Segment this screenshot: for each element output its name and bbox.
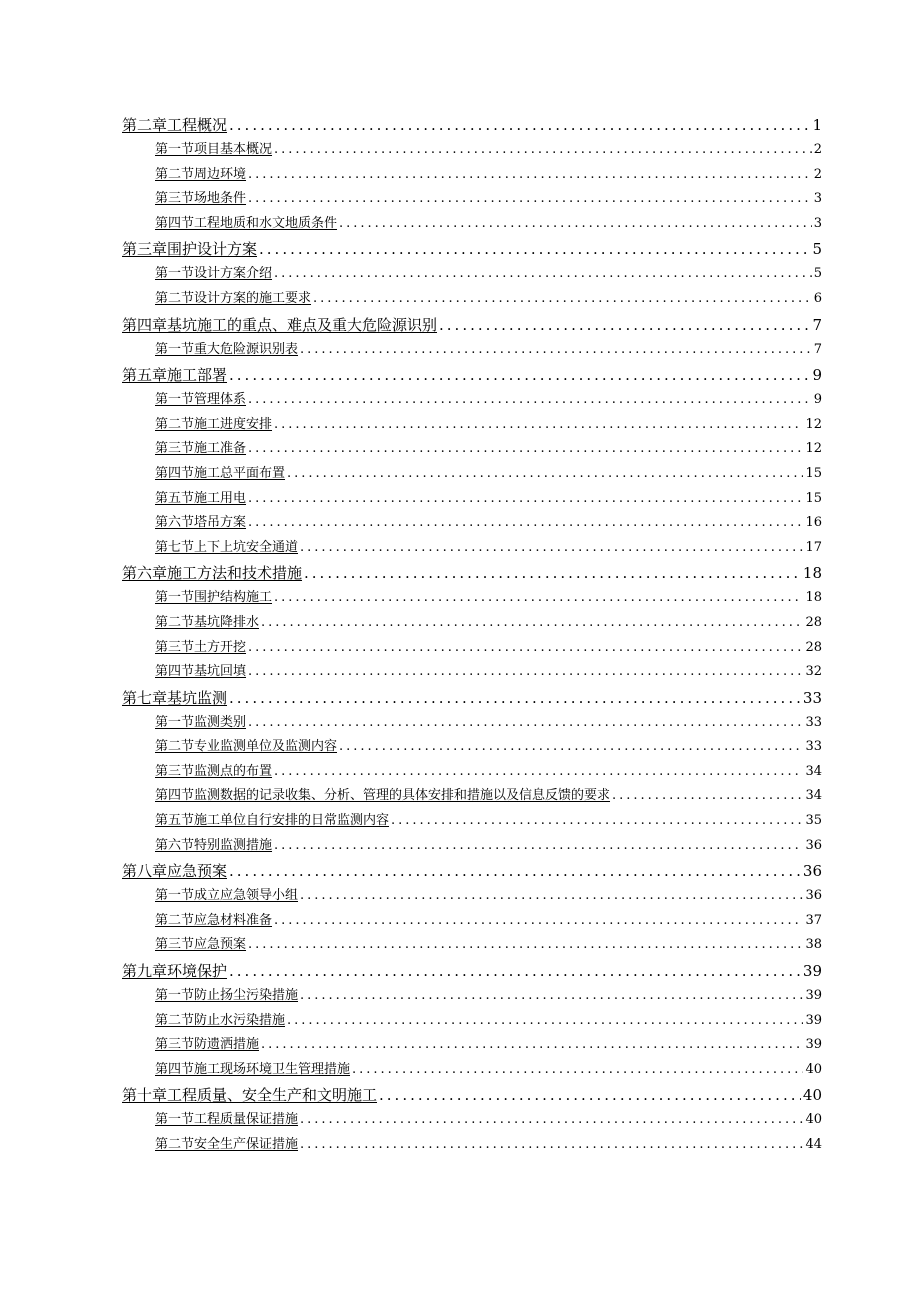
toc-entry-title: 第一节工程质量保证措施 [155, 1112, 299, 1128]
toc-dot-leader [304, 560, 801, 586]
toc-dot-leader [229, 958, 801, 984]
toc-section-link[interactable] [122, 138, 822, 163]
toc-entry-title: 第二节周边环境 [155, 166, 247, 182]
toc-dot-leader [612, 784, 803, 809]
toc-dot-leader [274, 834, 803, 859]
toc-entry-title: 第八章应急预案 [122, 862, 228, 881]
toc-page-number: 16 [805, 515, 822, 531]
toc-entry-title: 第一节管理体系 [155, 392, 247, 408]
toc-section-link[interactable] [122, 984, 822, 1009]
toc-page-number: 17 [805, 539, 822, 555]
toc-entry-title: 第二章工程概况 [122, 116, 228, 134]
toc-entry-title: 第二节应急材料准备 [155, 912, 273, 928]
toc-page-number: 15 [805, 465, 822, 481]
toc-entry-title: 第六节特别监测措施 [155, 837, 273, 853]
toc-section-link[interactable] [122, 536, 822, 561]
toc-dot-leader [300, 1133, 803, 1158]
toc-section-link[interactable] [122, 413, 822, 438]
toc-dot-leader [229, 685, 801, 711]
toc-dot-leader [274, 760, 803, 785]
toc-section-link[interactable] [122, 462, 822, 487]
toc-section-link[interactable] [122, 809, 822, 834]
toc-section-link[interactable] [122, 163, 822, 188]
toc-page-number: 28 [805, 639, 822, 655]
toc-chapter-link[interactable] [122, 362, 822, 388]
toc-dot-leader [287, 1009, 803, 1034]
toc-section-link[interactable] [122, 735, 822, 760]
toc-section-link[interactable] [122, 187, 822, 212]
toc-entry-title: 第二节专业监测单位及监测内容 [155, 739, 338, 755]
toc-page-number: 36 [805, 837, 822, 853]
toc-dot-leader [339, 735, 803, 760]
toc-entry-title: 第三节土方开挖 [155, 639, 247, 655]
toc-entry-title: 第六节塔吊方案 [155, 515, 247, 531]
toc-section-link[interactable] [122, 212, 822, 237]
toc-dot-leader [248, 187, 812, 212]
toc-section-link[interactable] [122, 760, 822, 785]
toc-dot-leader [229, 112, 810, 138]
toc-entry-title: 第五章施工部署 [122, 366, 228, 385]
toc-page-number: 33 [802, 688, 822, 707]
toc-section-link[interactable] [122, 711, 822, 736]
toc-entry-title: 第六章施工方法和技术措施 [122, 564, 303, 583]
toc-dot-leader [261, 1033, 803, 1058]
toc-section-link[interactable] [122, 909, 822, 934]
toc-entry-title: 第一节成立应急领导小组 [155, 888, 299, 904]
toc-page-number: 12 [805, 441, 822, 457]
toc-dot-leader [229, 362, 810, 388]
toc-dot-leader [248, 636, 803, 661]
table-of-contents [122, 112, 822, 1158]
toc-dot-leader [274, 586, 803, 611]
toc-section-link[interactable] [122, 511, 822, 536]
toc-entry-title: 第三章围护设计方案 [122, 240, 258, 259]
toc-page-number: 40 [805, 1061, 822, 1077]
toc-entry-title: 第三节监测点的布置 [155, 763, 273, 779]
toc-dot-leader [229, 858, 801, 884]
toc-dot-leader [248, 711, 803, 736]
toc-dot-leader [300, 884, 803, 909]
toc-dot-leader [248, 437, 803, 462]
toc-entry-title: 第二节防止水污染措施 [155, 1012, 286, 1028]
toc-page-number: 37 [805, 912, 822, 928]
toc-page-number: 12 [805, 416, 822, 432]
toc-entry-title: 第九章环境保护 [122, 962, 228, 981]
toc-page-number: 5 [813, 266, 822, 282]
toc-page-number: 39 [805, 1012, 822, 1028]
toc-page-number: 34 [805, 763, 822, 779]
toc-dot-leader [248, 388, 812, 413]
toc-section-link[interactable] [122, 586, 822, 611]
toc-dot-leader [274, 413, 803, 438]
toc-chapter-link[interactable] [122, 858, 822, 884]
toc-section-link[interactable] [122, 636, 822, 661]
toc-page-number: 39 [805, 988, 822, 1004]
toc-section-link[interactable] [122, 1033, 822, 1058]
toc-dot-leader [379, 1082, 801, 1108]
toc-dot-leader [439, 312, 810, 338]
toc-page-number: 44 [805, 1137, 822, 1152]
toc-section-link[interactable] [122, 660, 822, 685]
toc-entry-title: 第一节重大危险源识别表 [155, 341, 299, 357]
toc-page-number: 33 [805, 739, 822, 755]
toc-section-link[interactable] [122, 884, 822, 909]
toc-page-number: 36 [802, 862, 822, 881]
toc-page-number: 2 [813, 142, 822, 157]
toc-dot-leader [248, 660, 803, 685]
toc-dot-leader [274, 262, 812, 287]
toc-entry-title: 第三节应急预案 [155, 937, 247, 953]
toc-entry-title: 第二节设计方案的施工要求 [155, 290, 312, 306]
toc-chapter-link[interactable] [122, 1082, 822, 1108]
toc-dot-leader [287, 462, 803, 487]
toc-dot-leader [248, 487, 803, 512]
toc-page-number: 7 [812, 315, 822, 334]
toc-entry-title: 第五节施工单位自行安排的日常监测内容 [155, 813, 390, 829]
toc-entry-title: 第四节施工现场环境卫生管理措施 [155, 1061, 351, 1077]
toc-page-number: 40 [802, 1086, 822, 1105]
toc-page-number: 28 [805, 614, 822, 630]
toc-chapter-link[interactable] [122, 312, 822, 338]
toc-page-number: 38 [805, 937, 822, 953]
toc-entry-title: 第四节基坑回填 [155, 664, 247, 680]
toc-chapter-link[interactable] [122, 112, 822, 138]
toc-entry-title: 第十章工程质量、安全生产和文明施工 [122, 1086, 378, 1105]
toc-page-number: 36 [805, 888, 822, 904]
toc-entry-title: 第一节监测类别 [155, 714, 247, 730]
toc-page-number: 39 [802, 962, 822, 981]
toc-entry-title: 第一节防止扬尘污染措施 [155, 988, 299, 1004]
toc-entry-title: 第三节施工准备 [155, 441, 247, 457]
toc-dot-leader [261, 611, 803, 636]
toc-chapter-link[interactable] [122, 958, 822, 984]
toc-page-number: 15 [805, 490, 822, 506]
toc-section-link[interactable] [122, 287, 822, 312]
toc-entry-title: 第三节防遗洒措施 [155, 1037, 260, 1053]
toc-dot-leader [259, 236, 810, 262]
toc-page-number: 9 [812, 366, 822, 385]
toc-dot-leader [391, 809, 803, 834]
toc-entry-title: 第一节设计方案介绍 [155, 266, 273, 282]
toc-entry-title: 第七章基坑监测 [122, 688, 228, 707]
toc-page-number: 1 [812, 116, 822, 134]
toc-page-number: 18 [805, 590, 822, 606]
toc-dot-leader [300, 1108, 803, 1133]
toc-entry-title: 第二节基坑降排水 [155, 614, 260, 630]
toc-section-link[interactable] [122, 388, 822, 413]
toc-page-number: 40 [805, 1112, 822, 1128]
toc-page-number: 34 [805, 788, 822, 804]
toc-entry-title: 第一节项目基本概况 [155, 142, 273, 157]
toc-page-number: 18 [802, 564, 822, 583]
toc-section-link[interactable] [122, 338, 822, 363]
toc-entry-title: 第四节监测数据的记录收集、分析、管理的具体安排和措施以及信息反馈的要求 [155, 788, 611, 804]
toc-entry-title: 第七节上下上坑安全通道 [155, 539, 299, 555]
toc-section-link[interactable] [122, 487, 822, 512]
toc-section-link[interactable] [122, 262, 822, 287]
toc-section-link[interactable] [122, 784, 822, 809]
toc-entry-title: 第三节场地条件 [155, 191, 247, 207]
toc-page-number: 35 [805, 813, 822, 829]
toc-entry-title: 第四节工程地质和水文地质条件 [155, 215, 338, 231]
toc-page-number: 7 [813, 341, 822, 357]
toc-dot-leader [300, 338, 812, 363]
toc-section-link[interactable] [122, 1009, 822, 1034]
toc-section-link[interactable] [122, 1058, 822, 1083]
toc-dot-leader [248, 511, 803, 536]
toc-entry-title: 第一节围护结构施工 [155, 590, 273, 606]
toc-dot-leader [274, 138, 812, 163]
toc-entry-title: 第五节施工用电 [155, 490, 247, 506]
toc-dot-leader [300, 536, 803, 561]
toc-page-number: 5 [812, 240, 822, 259]
toc-chapter-link[interactable] [122, 560, 822, 586]
toc-page-number: 3 [813, 191, 822, 207]
toc-section-link[interactable] [122, 1133, 822, 1158]
toc-section-link[interactable] [122, 834, 822, 859]
toc-section-link[interactable] [122, 437, 822, 462]
toc-dot-leader [248, 163, 812, 188]
toc-page-number: 39 [805, 1037, 822, 1053]
toc-entry-title: 第二节施工进度安排 [155, 416, 273, 432]
toc-section-link[interactable] [122, 1108, 822, 1133]
toc-dot-leader [248, 933, 803, 958]
toc-section-link[interactable] [122, 933, 822, 958]
toc-page-number: 3 [813, 215, 822, 231]
toc-entry-title: 第二节安全生产保证措施 [155, 1137, 299, 1152]
toc-dot-leader [300, 984, 803, 1009]
toc-entry-title: 第四节施工总平面布置 [155, 465, 286, 481]
toc-page-number: 32 [805, 664, 822, 680]
toc-page-number: 6 [813, 290, 822, 306]
toc-dot-leader [352, 1058, 803, 1083]
toc-chapter-link[interactable] [122, 236, 822, 262]
toc-page-number: 33 [805, 714, 822, 730]
toc-dot-leader [313, 287, 812, 312]
toc-chapter-link[interactable] [122, 685, 822, 711]
toc-dot-leader [274, 909, 803, 934]
toc-section-link[interactable] [122, 611, 822, 636]
toc-dot-leader [339, 212, 812, 237]
toc-page-number: 9 [813, 392, 822, 408]
toc-entry-title: 第四章基坑施工的重点、难点及重大危险源识别 [122, 315, 438, 334]
toc-page-number: 2 [813, 166, 822, 182]
